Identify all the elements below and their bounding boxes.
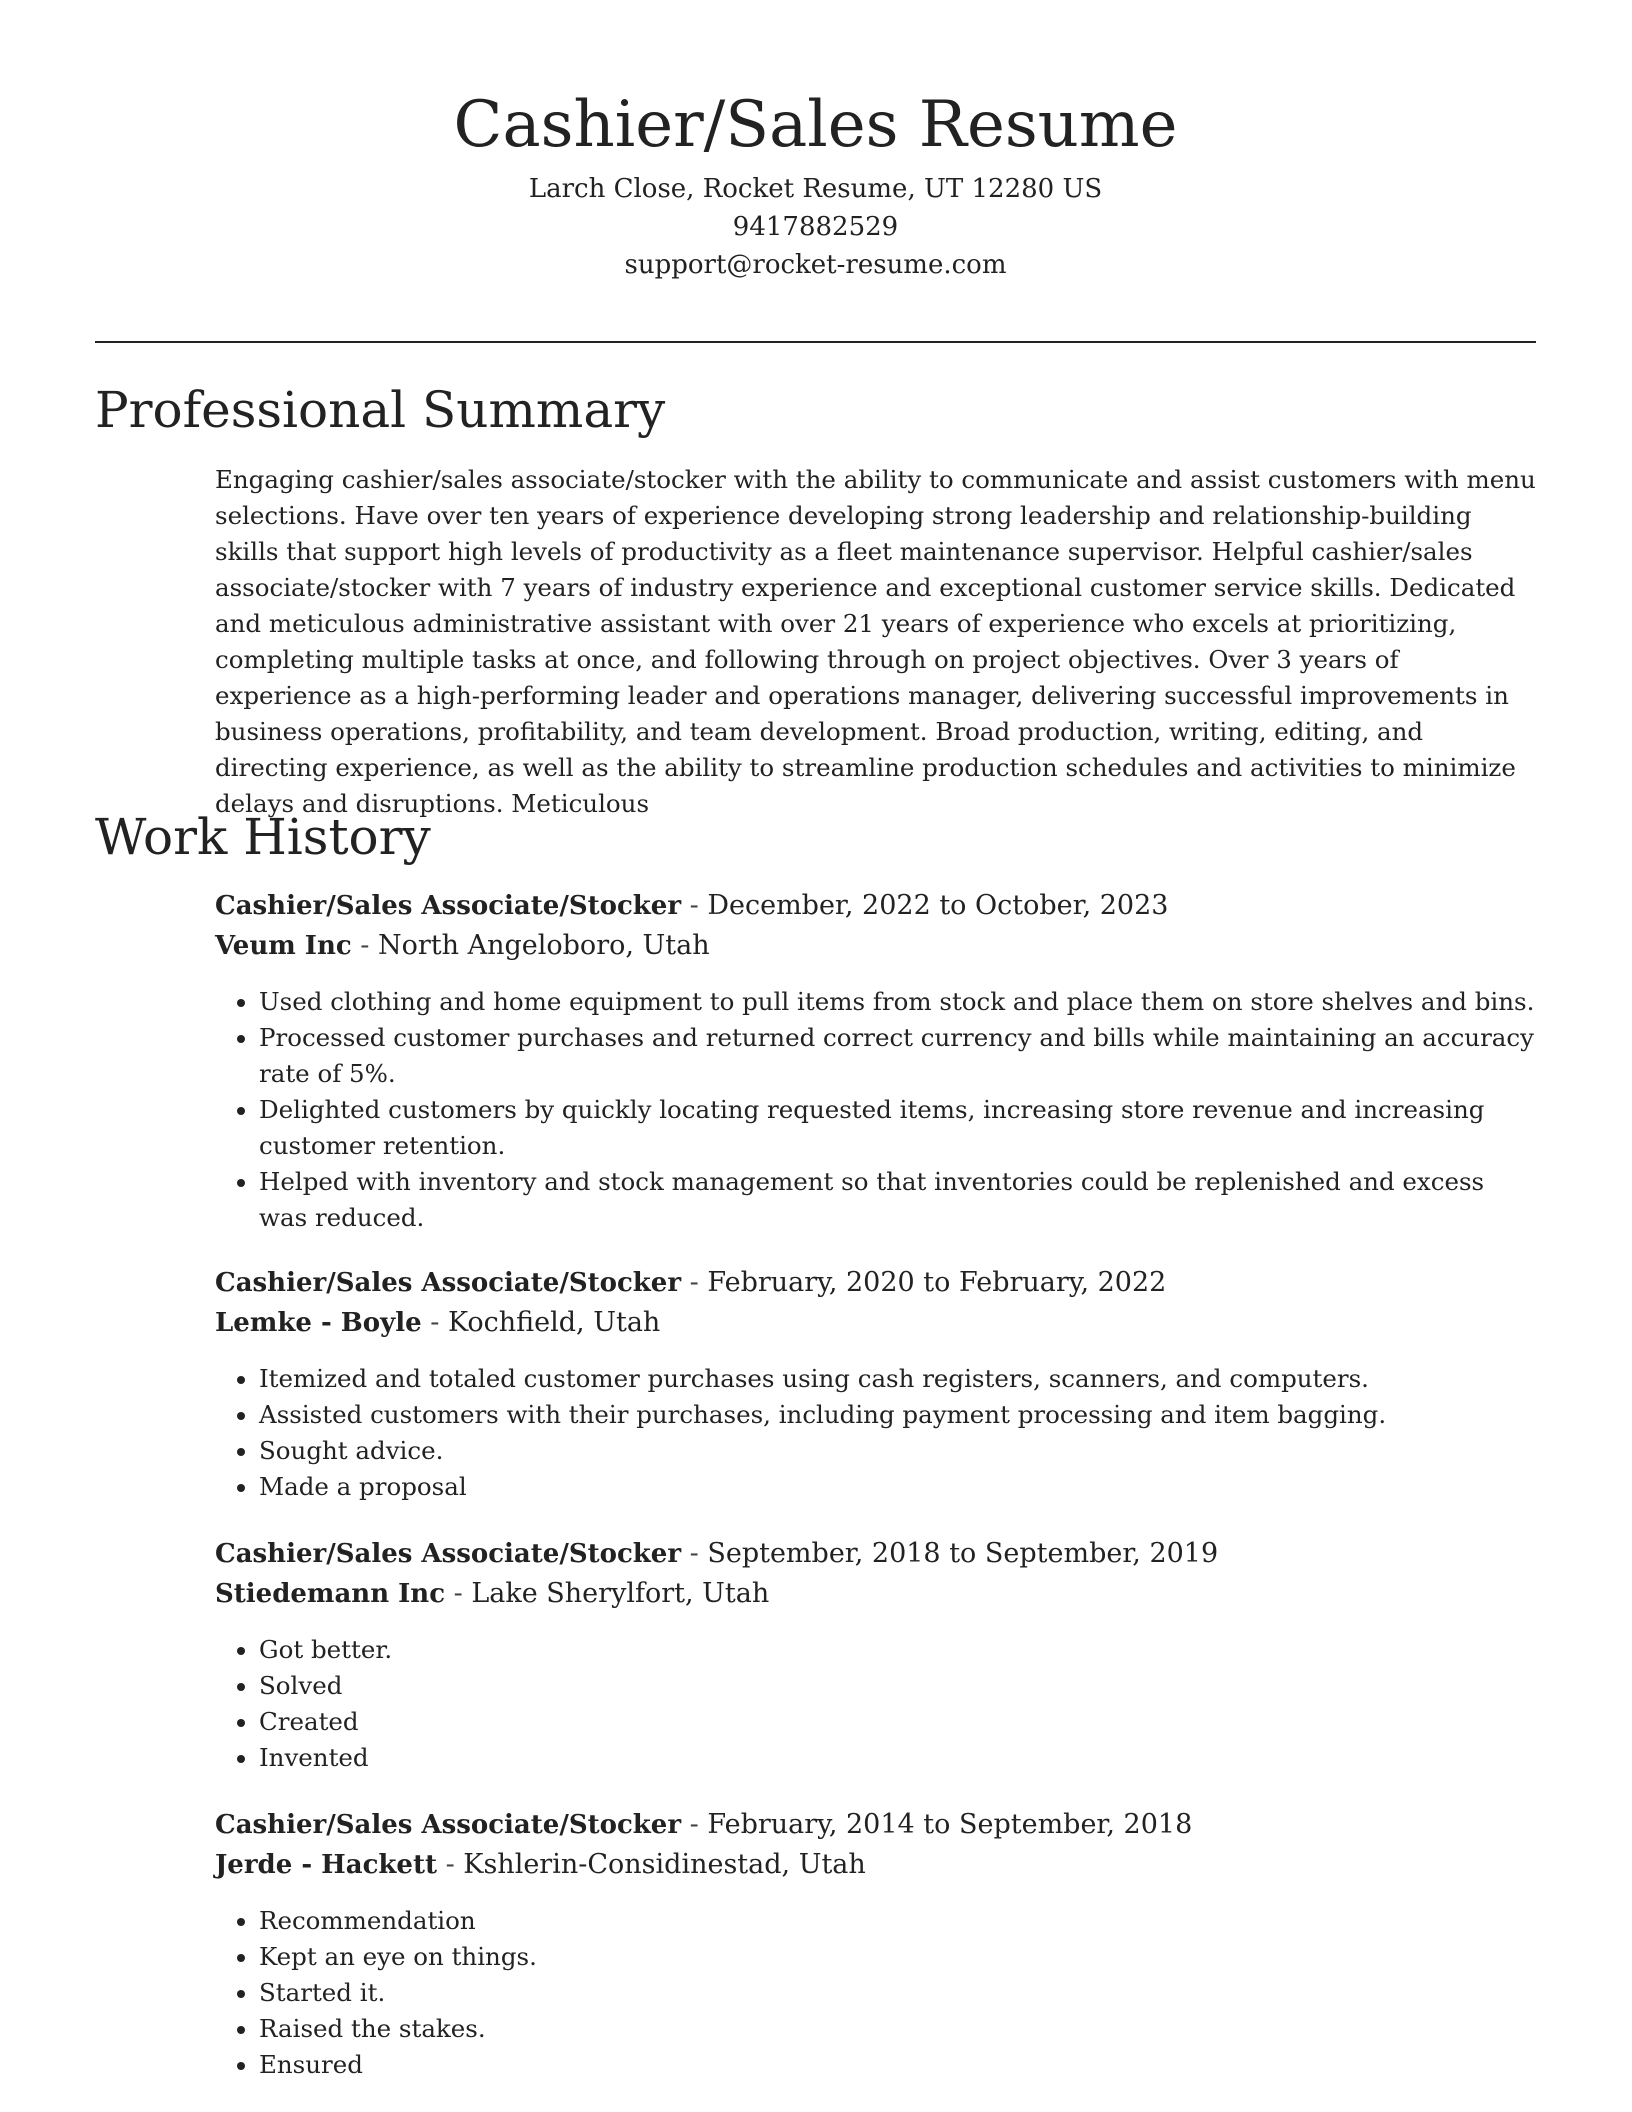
job-bullet: • Made a proposal bbox=[259, 1469, 1537, 1505]
job-separator: - bbox=[681, 1809, 708, 1840]
job-company-line bbox=[215, 1845, 1537, 1885]
job-separator: - bbox=[436, 1849, 464, 1880]
job-bullet: • Sought advice. bbox=[259, 1433, 1537, 1469]
header-divider bbox=[95, 341, 1536, 343]
job-entry bbox=[215, 1263, 1537, 1505]
job-separator: - bbox=[681, 1267, 708, 1298]
job-bullet: • Processed customer purchases and returned correct currency and bills while maintaining an accuracy rate of 5%. bbox=[259, 1020, 1537, 1092]
resume-header bbox=[95, 80, 1536, 284]
job-title-line bbox=[215, 1805, 1537, 1845]
job-title-line bbox=[215, 1263, 1537, 1303]
job-separator: - bbox=[681, 1538, 708, 1569]
job-title: Cashier/Sales Associate/Stocker bbox=[215, 1268, 682, 1298]
job-bullet: • Solved bbox=[259, 1668, 1537, 1704]
job-bullet: • Raised the stakes. bbox=[259, 2011, 1537, 2047]
job-location: Lake Sherylfort, Utah bbox=[471, 1578, 770, 1609]
job-company-line bbox=[215, 926, 1537, 966]
job-separator: - bbox=[421, 1307, 448, 1338]
job-bullet: • Started it. bbox=[259, 1975, 1537, 2011]
job-company: Jerde - Hackett bbox=[215, 1850, 437, 1880]
contact-phone: 9417882529 bbox=[732, 212, 899, 242]
job-separator: - bbox=[445, 1578, 472, 1609]
job-entry bbox=[215, 1805, 1537, 2083]
job-company: Lemke - Boyle bbox=[215, 1308, 422, 1338]
job-location: Kshlerin-Considinestad, Utah bbox=[463, 1849, 866, 1880]
job-title-line bbox=[215, 1534, 1537, 1574]
job-bullet: • Delighted customers by quickly locating requested items, increasing store revenue and increasing customer retention. bbox=[259, 1092, 1537, 1164]
job-location: Kochfield, Utah bbox=[447, 1307, 661, 1338]
job-title: Cashier/Sales Associate/Stocker bbox=[215, 1810, 682, 1840]
contact-address: Larch Close, Rocket Resume, UT 12280 US bbox=[528, 174, 1103, 204]
summary-heading: Professional Summary bbox=[95, 381, 666, 439]
job-title: Cashier/Sales Associate/Stocker bbox=[215, 891, 682, 921]
job-bullet: • Assisted customers with their purchases, including payment processing and item bagging. bbox=[259, 1397, 1537, 1433]
job-entry bbox=[215, 886, 1537, 1236]
job-separator: - bbox=[681, 890, 708, 921]
job-location: North Angeloboro, Utah bbox=[378, 930, 710, 961]
job-company-line bbox=[215, 1303, 1537, 1343]
job-bullet: • Used clothing and home equipment to pull items from stock and place them on store shelves and bins. bbox=[259, 984, 1537, 1020]
job-bullet: • Helped with inventory and stock management so that inventories could be replenished and excess was reduced. bbox=[259, 1164, 1537, 1236]
work-history-heading: Work History bbox=[95, 808, 431, 866]
job-bullet: • Got better. bbox=[259, 1632, 1537, 1668]
contact-email: support@rocket-resume.com bbox=[624, 250, 1007, 280]
job-bullet: • Itemized and totaled customer purchases using cash registers, scanners, and computers. bbox=[259, 1361, 1537, 1397]
summary-text: Engaging cashier/sales associate/stocker with the ability to communicate and assist customers with menu selections. Have over ten years of experience developing strong leadership and relationship-building skills that support high levels of productivity as a fleet maintenance supervisor. Helpful cashier/sales associate/stocker with 7 years of industry experience and exceptional customer service skills. Dedicated and meticulous administrative assistant with over 21 years of experience who excels at prioritizing, completing multiple tasks at once, and following through on project objectives. Over 3 years of experience as a high-performing leader and operations manager, delivering successful improvements in business operations, profitability, and team development. Broad production, writing, editing, and directing experience, as well as the ability to streamline production schedules and activities to minimize delays and disruptions. Meticulous bbox=[215, 465, 1536, 818]
job-bullet: • Ensured bbox=[259, 2047, 1537, 2083]
job-title: Cashier/Sales Associate/Stocker bbox=[215, 1539, 682, 1569]
job-bullet: • Created bbox=[259, 1704, 1537, 1740]
job-bullets bbox=[215, 1903, 1537, 2083]
job-bullets bbox=[215, 1361, 1537, 1505]
job-dates: February, 2020 to February, 2022 bbox=[707, 1267, 1167, 1298]
job-company: Veum Inc bbox=[215, 931, 352, 961]
job-bullet: • Kept an eye on things. bbox=[259, 1939, 1537, 1975]
job-entry bbox=[215, 1534, 1537, 1776]
job-bullet: • Recommendation bbox=[259, 1903, 1537, 1939]
job-company: Stiedemann Inc bbox=[215, 1579, 446, 1609]
resume-title: Cashier/Sales Resume bbox=[453, 88, 1178, 162]
job-dates: September, 2018 to September, 2019 bbox=[707, 1538, 1219, 1569]
job-company-line bbox=[215, 1574, 1537, 1614]
job-bullets bbox=[215, 1632, 1537, 1776]
job-dates: February, 2014 to September, 2018 bbox=[707, 1809, 1193, 1840]
job-bullet: • Invented bbox=[259, 1740, 1537, 1776]
job-bullets bbox=[215, 984, 1537, 1236]
job-separator: - bbox=[351, 930, 378, 961]
job-title-line bbox=[215, 886, 1537, 926]
job-dates: December, 2022 to October, 2023 bbox=[707, 890, 1169, 921]
